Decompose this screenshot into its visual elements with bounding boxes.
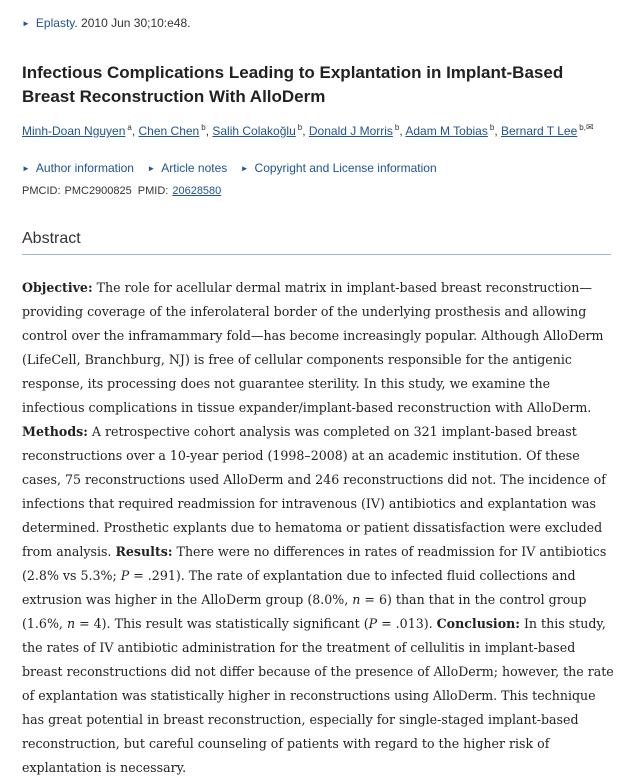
results-text: = 6) than that in the control group (1.6%, xyxy=(22,592,587,631)
author-link[interactable]: Bernard T Lee xyxy=(500,124,578,138)
pmcid-label: PMCID: xyxy=(22,185,61,197)
objective-label: Objective: xyxy=(22,280,93,295)
pmid-label: PMID: xyxy=(137,185,169,197)
affiliation-marker: b xyxy=(394,123,400,132)
affiliation-marker: b xyxy=(297,123,303,132)
triangle-right-icon: ► xyxy=(240,164,249,173)
affiliation-marker: b xyxy=(489,123,495,132)
conclusion-label: Conclusion: xyxy=(436,616,520,631)
n-symbol: n xyxy=(66,616,76,631)
pmid-link[interactable]: 20628580 xyxy=(172,185,222,197)
results-text: = 4). This result was statistically significant ( xyxy=(79,616,369,631)
author-link[interactable]: Salih Colakoğlu xyxy=(212,124,296,138)
triangle-right-icon: ► xyxy=(147,164,156,173)
n-symbol: n xyxy=(352,592,361,607)
article-title: Infectious Complications Leading to Explantation in Implant-Based Breast Reconstruction With AlloDerm xyxy=(22,63,564,106)
article-ids xyxy=(22,185,221,197)
methods-label: Methods: xyxy=(22,424,88,439)
author-link[interactable]: Donald J Morris xyxy=(308,124,393,138)
author-link[interactable]: Chen Chen xyxy=(138,124,200,138)
results-text: = .013). xyxy=(381,616,433,631)
journal-link[interactable]: Eplasty xyxy=(35,16,75,30)
p-symbol: P xyxy=(120,568,130,583)
author-link[interactable]: Adam M Tobias xyxy=(405,124,488,138)
objective-text: The role for acellular dermal matrix in implant-based breast reconstruction—providing coverage of the inferolateral border of the underlying prosthesis and allowing control over the inframammary fold—has become increasingly popular. Although AlloDerm (LifeCell, Branchburg, NJ) is free of cellular components responsible for the antigenic response, its processing does not guarantee sterility. In this study, we examine the infectious complications in tissue expander/implant-based reconstruction with AlloDerm. xyxy=(22,280,604,415)
citation-details: . 2010 Jun 30;10:e48. xyxy=(74,16,191,30)
results-text: There were no differences in rates of readmission for IV antibiotics (2.8% vs 5.3%; xyxy=(22,544,607,583)
p-symbol: P xyxy=(368,616,378,631)
affiliation-marker: b xyxy=(201,123,206,132)
article-notes-toggle[interactable]: ► Article notes xyxy=(147,161,228,175)
copyright-toggle[interactable]: ► Copyright and License information xyxy=(240,161,437,175)
affiliation-marker: b, xyxy=(579,123,586,132)
results-text: = .291). The rate of explantation due to infected fluid collections and extrusion was higher in the AlloDerm group (8.0%, xyxy=(22,568,576,607)
author-link[interactable]: Minh-Doan Nguyen xyxy=(22,124,126,138)
methods-text: A retrospective cohort analysis was completed on 321 implant-based breast reconstructions over a 10-year period (1998–2008) at an academic institution. Of these cases, 75 reconstructions used AlloDerm and 246 reconstructions did not. The incidence of infections that required readmission for intravenous (IV) antibiotics and explantation was determined. Prosthetic explants due to hematoma or patient dissatisfaction were excluded from analysis. xyxy=(22,424,606,559)
results-label: Results: xyxy=(115,544,173,559)
triangle-right-icon: ► xyxy=(22,164,30,173)
abstract-heading: Abstract xyxy=(22,230,611,255)
abstract-text xyxy=(22,276,614,780)
pmcid-value: PMC2900825 xyxy=(64,185,132,197)
envelope-icon[interactable]: ✉ xyxy=(585,122,594,132)
author-information-toggle[interactable]: ► Author information xyxy=(22,161,134,175)
affiliation-marker: a xyxy=(127,123,132,132)
citation-line xyxy=(22,16,191,30)
author-list: Minh-Doan Nguyen $^a$, Chen Chen $^b$, Salih Colakoğlu $^b$, Donald J Morris $^b$, Adam M Tobias $^b$, Bernard T Lee $^{b,✉}$ xyxy=(22,122,594,138)
conclusion-text: In this study, the rates of IV antibiotic administration for the treatment of cellulitis in implant-based breast reconstructions did not differ because of the presence of AlloDerm; however, the rate of explantation was statistically higher in reconstructions using AlloDerm. This technique has great potential in breast reconstruction, especially for single-staged implant-based reconstruction, but careful counseling of patients with regard to the higher risk of explantation is necessary. xyxy=(22,616,614,775)
triangle-right-icon: ► xyxy=(22,19,30,28)
article-info-toggles xyxy=(22,161,447,175)
